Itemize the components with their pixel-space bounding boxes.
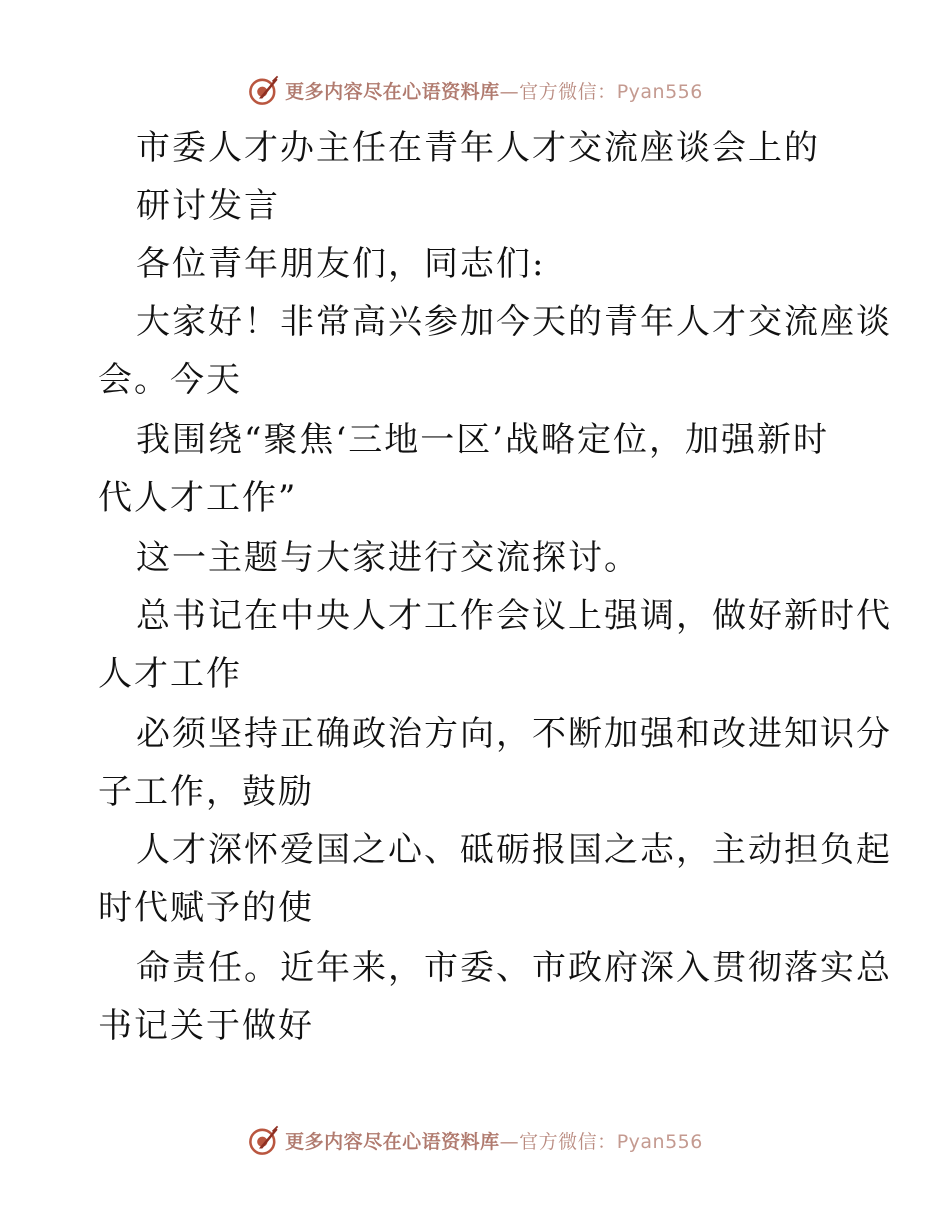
text-line: 会。今天 — [98, 360, 242, 400]
watermark-text — [285, 1127, 703, 1154]
watermark-wechat-id: Pyan556 — [616, 1130, 703, 1153]
watermark-main-text: 更多内容尽在心语资料库 — [285, 80, 500, 103]
text-line: 必须坚持正确政治方向，不断加强和改进知识分 — [136, 714, 892, 754]
greeting-line: 各位青年朋友们，同志们: — [136, 244, 546, 284]
watermark-wechat-id: Pyan556 — [616, 80, 703, 103]
text-line: 我围绕“聚焦‘三地一区’战略定位，加强新时 — [136, 420, 829, 460]
watermark-official-label: 官方微信： — [519, 1130, 617, 1153]
text-line: 代人才工作” — [98, 478, 298, 518]
watermark-main-text: 更多内容尽在心语资料库 — [285, 1130, 500, 1153]
watermark-separator: — — [499, 1130, 520, 1153]
watermark-separator: — — [499, 80, 520, 103]
title-line-1: 市委人才办主任在青年人才交流座谈会上的 — [136, 128, 820, 168]
text-line: 书记关于做好 — [98, 1006, 314, 1046]
text-line: 人才深怀爱国之心、砥砺报国之志，主动担负起 — [136, 830, 892, 870]
text-line: 人才工作 — [98, 654, 242, 694]
text-line: 总书记在中央人才工作会议上强调，做好新时代 — [136, 596, 892, 636]
title-line-2: 研讨发言 — [136, 186, 280, 226]
text-line: 时代赋予的使 — [98, 888, 314, 928]
watermark-official-label: 官方微信： — [519, 80, 617, 103]
text-line: 子工作，鼓励 — [98, 772, 314, 812]
footer-watermark — [0, 1120, 950, 1160]
quill-logo-icon — [247, 1123, 281, 1157]
text-line: 命责任。近年来，市委、市政府深入贯彻落实总 — [136, 948, 892, 988]
text-line: 这一主题与大家进行交流探讨。 — [136, 538, 640, 578]
text-line: 大家好！非常高兴参加今天的青年人才交流座谈 — [136, 302, 892, 342]
